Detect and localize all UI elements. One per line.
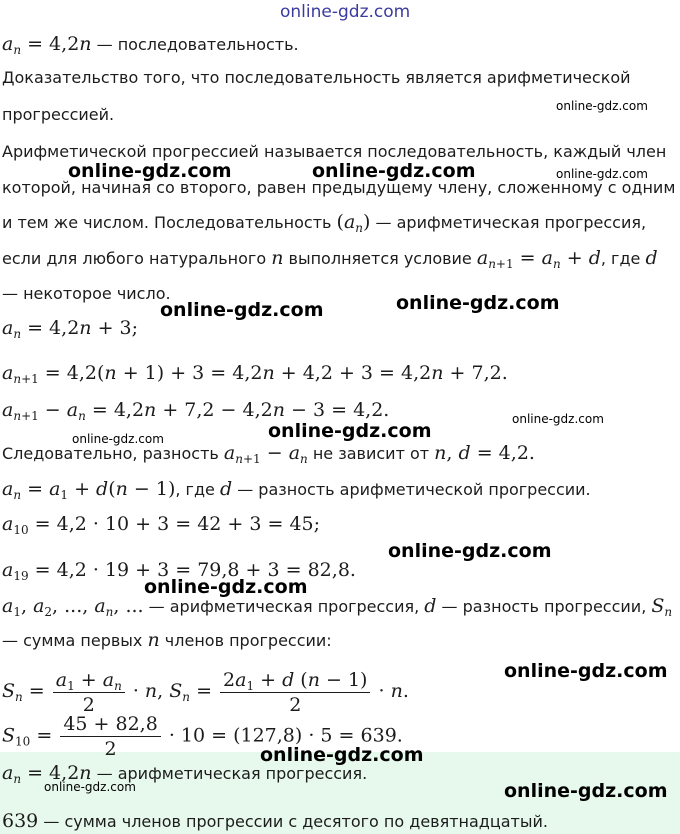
formula-sequence: $a_n = 4,2n$ — последовательность. bbox=[2, 33, 299, 57]
watermark: online-gdz.com bbox=[68, 160, 232, 182]
formula-a19: $a_{19} = 4,2 \cdot 19 + 3 = 79,8 + 3 = 82,8$. bbox=[2, 559, 356, 583]
watermark: online-gdz.com bbox=[556, 167, 648, 181]
watermark: online-gdz.com bbox=[504, 660, 668, 682]
watermark: online-gdz.com bbox=[268, 420, 432, 442]
answer-line-2: 639 — сумма членов прогрессии с десятого по девятнадцатый. bbox=[2, 810, 548, 832]
watermark: online-gdz.com bbox=[388, 540, 552, 562]
formula-difference: $a_{n+1} - a_n = 4,2n + 7,2 - 4,2n - 3 = 4,2$. bbox=[2, 399, 390, 423]
text-line: — некоторое число. bbox=[2, 284, 171, 303]
answer-line-1: $a_n = 4,2n$ — арифметическая прогрессия. bbox=[2, 762, 368, 786]
text-line: $a_1$, $a_2$, ..., $a_n$, ... — арифметическая прогрессия, d — разность прогрессии, $S_n$ bbox=[2, 595, 673, 619]
formula-an: $a_n = 4,2n + 3$; bbox=[2, 317, 139, 341]
text-line: и тем же числом. Последовательность $(a_n)$ — арифметическая прогрессия, bbox=[2, 211, 647, 235]
formula-s10: $S_{10}$ = $\frac{45 + 82,8}{2}$ · 10 = (127,8) · 5 = 639. bbox=[2, 713, 403, 760]
text-line: прогрессией. bbox=[2, 105, 115, 124]
text-line: — сумма первых n членов прогрессии: bbox=[2, 629, 332, 651]
watermark: online-gdz.com bbox=[312, 160, 476, 182]
watermark: online-gdz.com bbox=[160, 299, 324, 321]
watermark: online-gdz.com bbox=[260, 744, 424, 766]
watermark-top: online-gdz.com bbox=[280, 2, 411, 22]
text-line: если для любого натурального n выполняется условие $a_{n+1} = a_n + d$, где d bbox=[2, 247, 658, 271]
watermark: online-gdz.com bbox=[512, 412, 604, 426]
watermark: online-gdz.com bbox=[396, 292, 560, 314]
watermark: online-gdz.com bbox=[504, 780, 668, 802]
formula-a10: $a_{10} = 4,2 \cdot 10 + 3 = 42 + 3 = 45$; bbox=[2, 513, 321, 537]
watermark: online-gdz.com bbox=[72, 432, 164, 446]
text-line: Следовательно, разность $a_{n+1} - a_n$ не зависит от n, d = 4,2. bbox=[2, 442, 535, 466]
formula-an1: $a_{n+1} = 4,2(n + 1) + 3 = 4,2n + 4,2 + 3 = 4,2n + 7,2$. bbox=[2, 362, 508, 386]
text-line: Арифметической прогрессией называется последовательность, каждый член bbox=[2, 142, 667, 161]
watermark: online-gdz.com bbox=[144, 576, 308, 598]
text-line: $a_n = a_1 + d(n - 1)$, где d — разность арифметической прогрессии. bbox=[2, 478, 591, 502]
watermark: online-gdz.com bbox=[556, 99, 648, 113]
formula-sum: $S_n$ = $\frac{a_1 + a_n}{2}$ · n, $S_n$ = $\frac{2a_1 + d (n - 1)}{2}$ · n. bbox=[2, 668, 409, 716]
watermark: online-gdz.com bbox=[44, 780, 136, 794]
text-line: Доказательство того, что последовательность является арифметической bbox=[2, 68, 631, 87]
text-line: которой, начиная со второго, равен предыдущему члену, сложенному с одним bbox=[2, 178, 676, 197]
